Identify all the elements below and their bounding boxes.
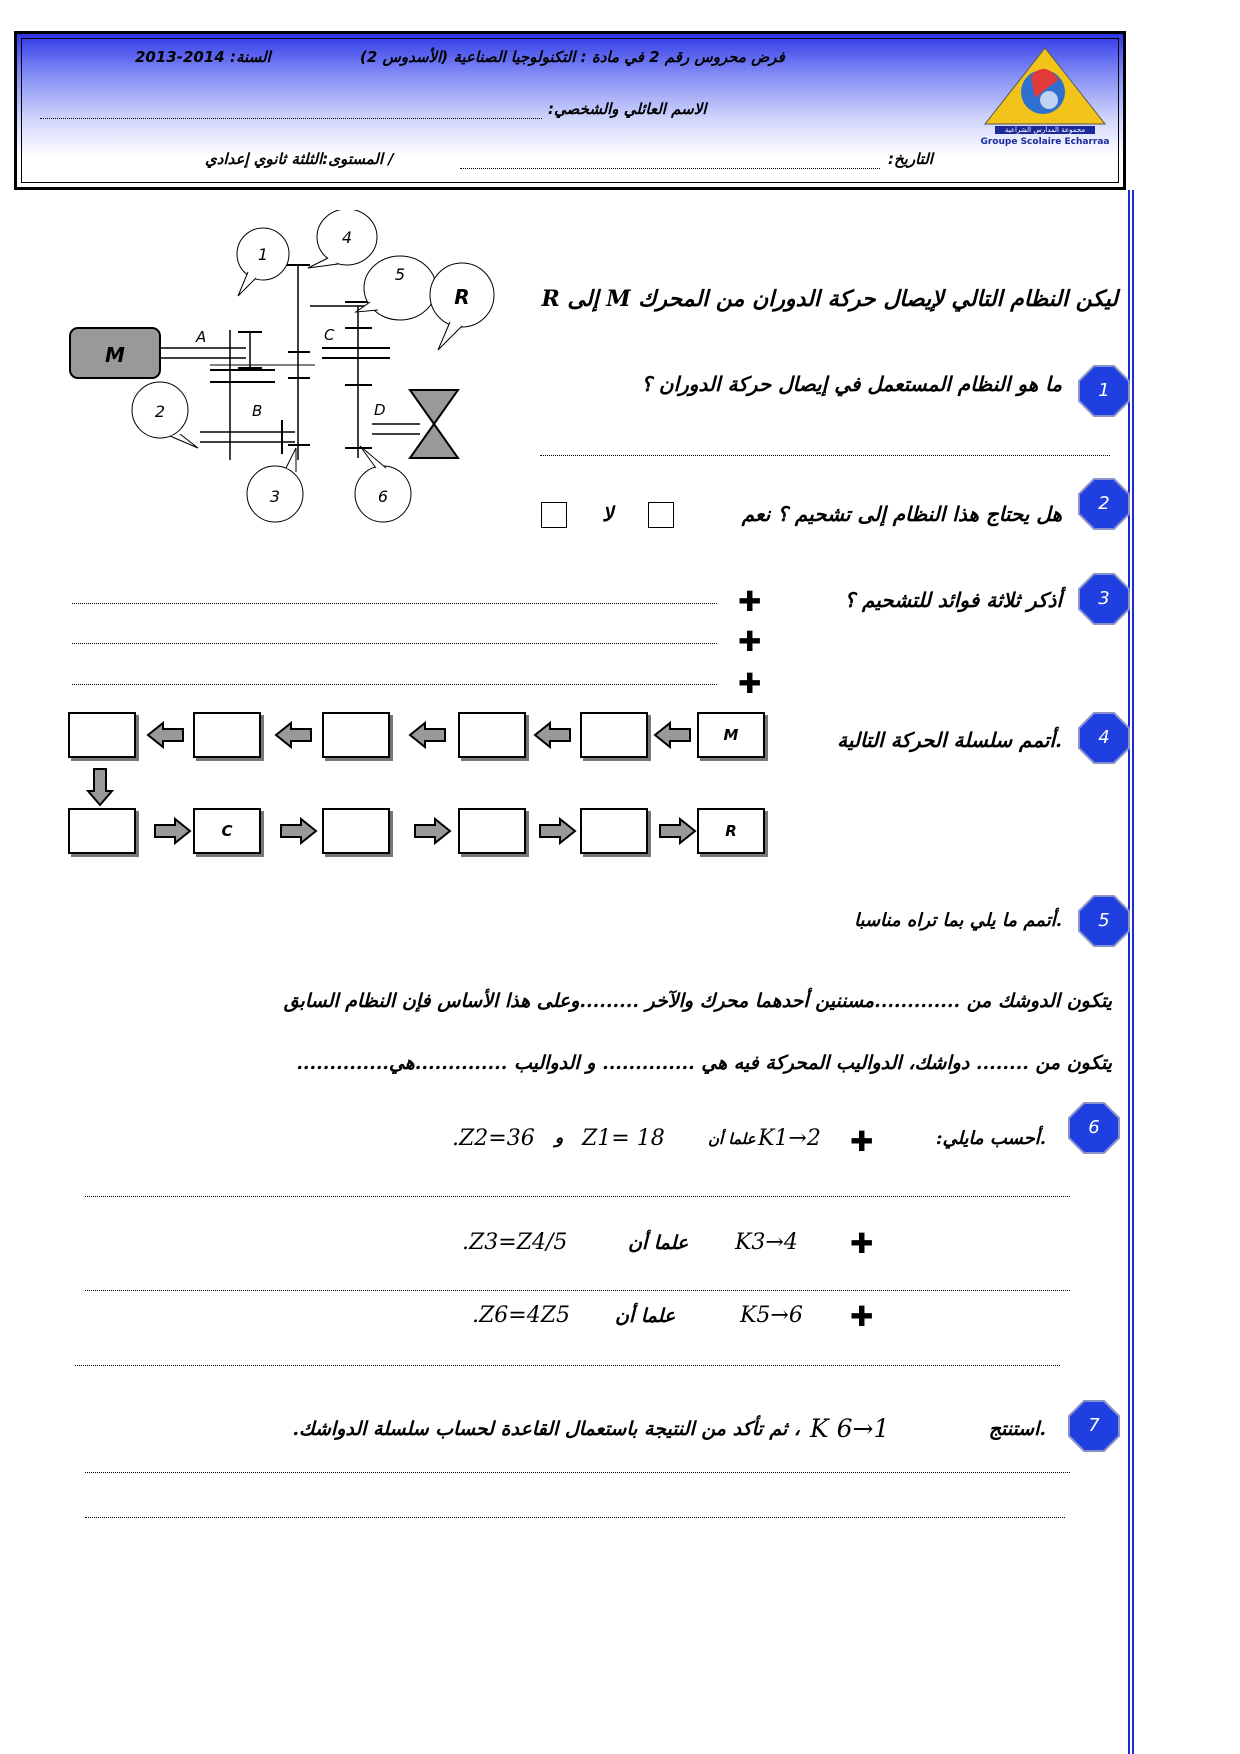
benefit-line-2[interactable]	[72, 643, 717, 644]
svg-text:4: 4	[341, 228, 353, 247]
answer-line[interactable]	[85, 1196, 1070, 1197]
intro-text: ليكن النظام التالي لإيصال حركة الدوران من المحرك M إلى R	[541, 286, 1118, 312]
exam-title: فرض محروس رقم 2 في مادة : التكنولوجيا الصناعية (الأسدوس 2)	[360, 48, 785, 66]
chain-box-receiver: R	[697, 808, 765, 854]
question-4-badge: 4	[1078, 712, 1130, 764]
answer-line[interactable]	[85, 1472, 1070, 1473]
gear-train-diagram	[60, 210, 510, 530]
question-1-answer-line[interactable]	[540, 455, 1110, 456]
question-3-text: أذكر ثلاثة فوائد للتشحيم ؟	[844, 588, 1062, 612]
z3-relation: .Z3=Z4/5	[462, 1230, 568, 1255]
svg-text:B: B	[252, 402, 263, 420]
ratio-k16: K 6→1	[810, 1414, 890, 1443]
z2-value: Z2=36.	[452, 1126, 535, 1151]
plus-bullet-icon: ✚	[738, 625, 762, 658]
question-5-badge: 5	[1078, 895, 1130, 947]
question-7-text: .استنتج	[988, 1418, 1046, 1440]
margin-line	[1128, 190, 1134, 1754]
svg-text:A: A	[196, 328, 207, 346]
svg-text:مجموعة المدارس الشراعية: مجموعة المدارس الشراعية	[1004, 126, 1086, 134]
name-label: الاسم العائلي والشخصي:	[548, 100, 707, 118]
checkbox-no[interactable]	[541, 502, 567, 528]
svg-text:Groupe Scolaire Echarraa: Groupe Scolaire Echarraa	[980, 137, 1110, 147]
year-value: 2013-2014	[135, 48, 225, 66]
question-3-badge: 3	[1078, 573, 1130, 625]
svg-text:6: 6	[377, 487, 389, 506]
ratio-k56: K5→6	[740, 1303, 803, 1328]
question-1-badge: 1	[1078, 365, 1130, 417]
date-field-dots[interactable]	[460, 168, 880, 169]
z6-relation: .Z6=4Z5	[472, 1303, 570, 1328]
fill-in-line-1[interactable]: يتكون الدوشك من .............مسننين أحدهما محرك والآخر .........وعلى هذا الأساس فإن النظام السابق	[283, 990, 1112, 1012]
svg-text:5: 5	[394, 265, 406, 284]
given-label: علما أن	[615, 1305, 676, 1327]
plus-bullet-icon: ✚	[850, 1300, 874, 1333]
year-label: السنة:	[230, 48, 271, 66]
question-7-badge: 7	[1068, 1400, 1120, 1452]
svg-text:2: 2	[154, 402, 166, 421]
chain-box-c: C	[193, 808, 261, 854]
given-label: علما أن	[708, 1130, 756, 1148]
school-logo	[975, 40, 1115, 150]
fill-in-line-2[interactable]: يتكون من ........ دواشك، الدواليب المحركة فيه هي .............. و الدواليب ..............هي..............	[296, 1052, 1112, 1074]
benefit-line-3[interactable]	[72, 684, 717, 685]
question-7-rest: ، ثم تأكد من النتيجة باستعمال القاعدة لحساب سلسلة الدواشك.	[292, 1418, 800, 1440]
plus-bullet-icon: ✚	[850, 1227, 874, 1260]
level-label: / المستوى:الثلثة ثانوي إعدادي	[205, 150, 394, 168]
given-label: علما أن	[628, 1232, 689, 1254]
chain-box-motor: M	[697, 712, 765, 758]
plus-bullet-icon: ✚	[738, 585, 762, 618]
date-label: التاريخ:	[888, 150, 933, 168]
question-2-text: هل يحتاج هذا النظام إلى تشحيم ؟ نعم	[741, 502, 1062, 526]
svg-text:1: 1	[257, 245, 269, 264]
answer-line[interactable]	[75, 1365, 1060, 1366]
name-field-dots[interactable]	[40, 118, 542, 119]
answer-line[interactable]	[85, 1517, 1065, 1518]
z1-value: Z1= 18	[582, 1126, 665, 1151]
motor-label: M	[105, 343, 125, 367]
and-label: و	[555, 1128, 564, 1148]
no-label: لا	[602, 502, 614, 526]
answer-line[interactable]	[85, 1290, 1070, 1291]
svg-text:D: D	[374, 401, 386, 419]
receiver-label: R	[454, 285, 470, 309]
chain-arrows	[60, 705, 780, 865]
benefit-line-1[interactable]	[72, 603, 717, 604]
question-1-text: ما هو النظام المستعمل في إيصال حركة الدوران ؟	[641, 372, 1062, 396]
question-5-text: .أتمم ما يلي بما تراه مناسبا	[854, 910, 1062, 931]
svg-text:3: 3	[269, 487, 281, 506]
question-6-text: .أحسب مايلي:	[935, 1128, 1046, 1149]
question-6-badge: 6	[1068, 1102, 1120, 1154]
svg-text:C: C	[324, 326, 335, 344]
plus-bullet-icon: ✚	[738, 667, 762, 700]
question-4-text: .أتمم سلسلة الحركة التالية	[837, 728, 1062, 752]
question-2-badge: 2	[1078, 478, 1130, 530]
ratio-k12: K1→2	[758, 1126, 821, 1151]
checkbox-yes[interactable]	[648, 502, 674, 528]
plus-bullet-icon: ✚	[850, 1125, 874, 1158]
ratio-k34: K3→4	[735, 1230, 798, 1255]
